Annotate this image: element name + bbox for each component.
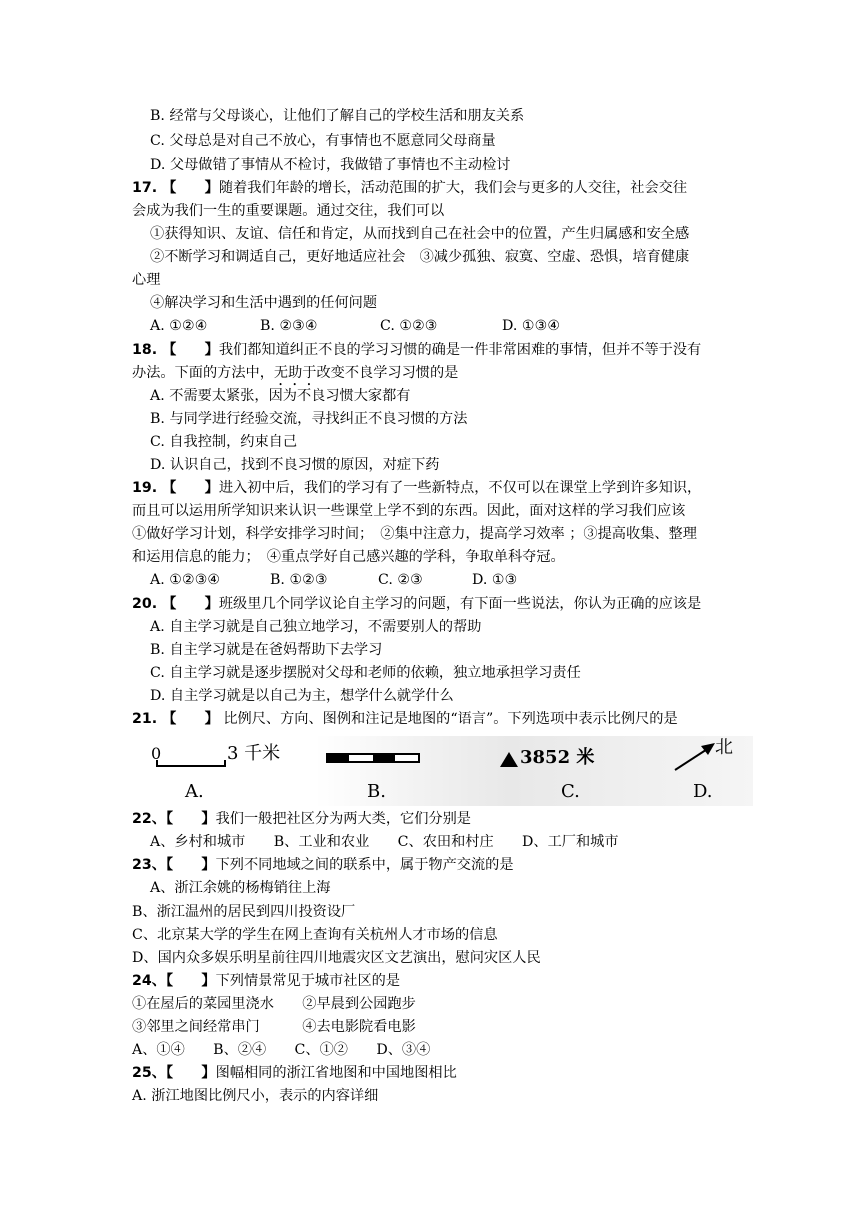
q17-choice-b: B. ②③④: [260, 318, 318, 334]
q25-option-a: A. 浙江地图比例尺小，表示的内容详细: [132, 1088, 379, 1104]
q18-stem-part2: 改变不良学习习惯的是: [316, 365, 459, 381]
scale-distance-label: 3 千米: [227, 743, 281, 764]
q17-item-3-cont: 心理: [132, 272, 161, 288]
q17-stem-line2: 会成为我们一生的重要课题。通过交往，我们可以: [132, 203, 445, 219]
q23-stem-text: 下列不同地域之间的联系中，属于物产交流的是: [215, 857, 514, 873]
figure-label-a: A.: [185, 781, 204, 802]
q18-option-b: B. 与同学进行经验交流，寻找纠正不良习惯的方法: [150, 411, 468, 427]
q17-number: 17. 【 】: [132, 180, 219, 196]
north-arrow-icon: [701, 743, 715, 755]
q17-choice-d: D. ①③④: [502, 318, 561, 334]
figure-label-c: C.: [561, 781, 580, 802]
q20-stem: [132, 594, 701, 614]
figure-label-d: D.: [693, 781, 713, 802]
q19-stem-line2: 而且可以运用所学知识来认识一些课堂上学不到的东西。因此，面对这样的学习我们应该: [132, 503, 686, 519]
q18-option-d: D. 认识自己，找到不良习惯的原因，对症下药: [150, 457, 440, 473]
q18-stem-line1: [132, 340, 701, 360]
q17-item-2-3: ②不断学习和调适自己，更好地适应社会 ③减少孤独、寂寞、空虚、恐惧，培育健康: [150, 249, 690, 265]
q20-option-c: C. 自主学习就是逐步摆脱对父母和老师的依赖，独立地承担学习责任: [150, 665, 581, 681]
railway-segment-mid: [373, 754, 395, 762]
peak-triangle-icon: [500, 752, 518, 767]
q19-items-line1: ①做好学习计划，科学安排学习时间； ②集中注意力，提高学习效率 ；③提高收集、整理: [132, 526, 697, 542]
q20-option-b: B. 自主学习就是在爸妈帮助下去学习: [150, 642, 383, 658]
q21-number: 21. 【 】: [132, 711, 219, 727]
q17-item-1: ①获得知识、友谊、信任和肯定，从而找到自己在社会中的位置，产生归属感和安全感: [150, 226, 690, 242]
q19-choice-c: C. ②③: [378, 572, 423, 588]
q19-choice-a: A. ①②③④: [150, 572, 221, 588]
q23-number: 23、【 】: [132, 857, 216, 873]
q19-stem-text: 进入初中后，我们的学习有了一些新特点，不仅可以在课堂上学到许多知识，: [218, 480, 702, 496]
q18-emphasis: 无助于: [273, 365, 317, 381]
q19-number: 19. 【 】: [132, 480, 219, 496]
q16-option-c: C. 父母总是对自己不放心，有事情也不愿意同父母商量: [150, 133, 496, 149]
q17-item-4: ④解决学习和生活中遇到的任何问题: [150, 295, 378, 311]
q22-options: A、乡村和城市 B、工业和农业 C、农田和村庄 D、工厂和城市: [150, 834, 619, 850]
q18-stem-text: 我们都知道纠正不良的学习习惯的确是一件非常困难的事情，但并不等于没有: [218, 342, 702, 358]
q24-options: A、①④ B、②④ C、①② D、③④: [132, 1042, 431, 1058]
q20-option-d: D. 自主学习就是以自己为主，想学什么就学什么: [150, 688, 454, 704]
q21-stem: [132, 709, 678, 729]
q19-choice-b: B. ①②③: [270, 572, 328, 588]
q20-option-a: A. 自主学习就是自己独立地学习，不需要别人的帮助: [150, 619, 482, 635]
q23-option-b: B、浙江温州的居民到四川投资设厂: [132, 904, 356, 920]
q17-choice-a: A. ①②④: [150, 318, 208, 334]
q17-choice-c: C. ①②③: [380, 318, 438, 334]
q21-figure: [145, 736, 753, 806]
figure-label-b: B.: [367, 781, 386, 802]
q19-stem-line1: [132, 478, 701, 498]
north-label: 北: [715, 737, 733, 758]
scale-zero-label: 0: [151, 744, 162, 763]
q25-stem: [132, 1063, 457, 1083]
q19-choice-d: D. ①③: [472, 572, 518, 588]
q23-stem: [132, 855, 514, 875]
q20-stem-text: 班级里几个同学议论自主学习的问题，有下面一些说法，你认为正确的应该是: [218, 596, 702, 612]
railway-segment-left: [327, 754, 349, 762]
q21-stem-text: 比例尺、方向、图例和注记是地图的“语言”。下列选项中表示比例尺的是: [218, 711, 678, 727]
q22-number: 22、【 】: [132, 811, 216, 827]
q16-option-d: D. 父母做错了事情从不检讨，我做错了事情也不主动检讨: [150, 157, 511, 173]
q24-number: 24、【 】: [132, 973, 216, 989]
q23-option-d: D、国内众多娱乐明星前往四川地震灾区文艺演出，慰问灾区人民: [132, 950, 541, 966]
q17-stem-text: 随着我们年龄的增长，活动范围的扩大，我们会与更多的人交往，社会交往: [218, 180, 688, 196]
q24-stem-text: 下列情景常见于城市社区的是: [215, 973, 401, 989]
q24-stem: [132, 971, 400, 991]
q16-option-b: B. 经常与父母谈心，让他们了解自己的学校生活和朋友关系: [150, 108, 525, 124]
q24-items-3-4: ③邻里之间经常串门 ④去电影院看电影: [132, 1019, 416, 1035]
q20-number: 20. 【 】: [132, 596, 219, 612]
q24-items-1-2: ①在屋后的菜园里浇水 ②早晨到公园跑步: [132, 996, 416, 1012]
q22-stem-text: 我们一般把社区分为两大类，它们分别是: [215, 811, 471, 827]
q17-stem-line1: [132, 178, 687, 198]
q18-stem-part1: 办法。下面的方法中，: [132, 365, 274, 381]
q23-option-a: A、浙江余姚的杨梅销往上海: [150, 880, 331, 896]
q25-stem-text: 图幅相同的浙江省地图和中国地图相比: [215, 1065, 457, 1081]
q23-option-c: C、北京某大学的学生在网上查询有关杭州人才市场的信息: [132, 927, 498, 943]
elevation-label: 3852 米: [520, 747, 595, 768]
q18-option-a: A. 不需要太紧张，因为不良习惯大家都有: [150, 388, 411, 404]
q22-stem: [132, 809, 471, 829]
q18-option-c: C. 自我控制，约束自己: [150, 434, 298, 450]
q25-number: 25、【 】: [132, 1065, 216, 1081]
q19-items-line2: 和运用信息的能力； ④重点学好自己感兴趣的学科，争取单科夺冠。: [132, 549, 565, 565]
q18-number: 18. 【 】: [132, 342, 219, 358]
